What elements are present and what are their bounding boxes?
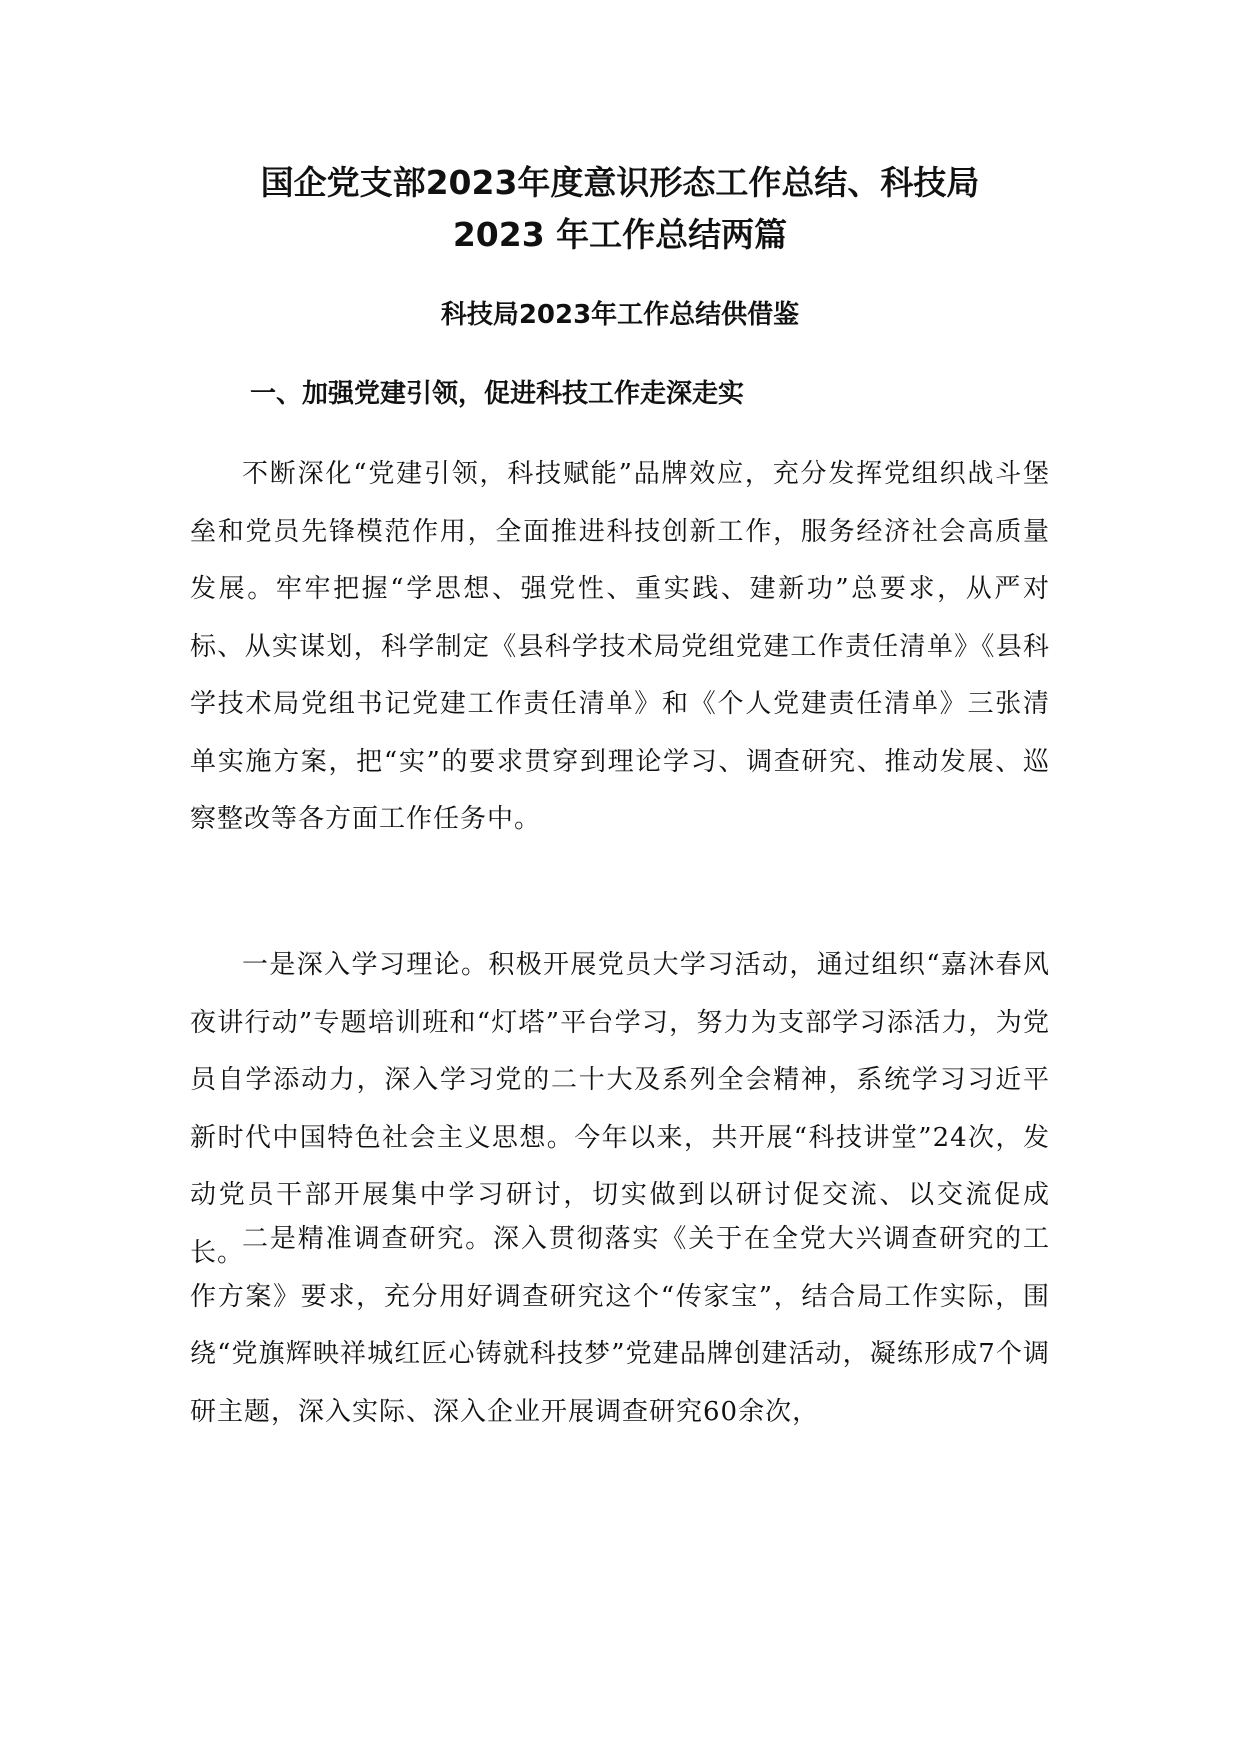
body-paragraph: 一是深入学习理论。积极开展党员大学习活动，通过组织“嘉沐春风夜讲行动”专题培训班和“灯塔”平台学习，努力为支部学习添活力，为党员自学添动力，深入学习党的二十大及系列全会精神，系统学习习近平新时代中国特色社会主义思想。今年以来，共开展“科技讲堂”24次，发动党员干部开展集中学习研讨，切实做到以研讨促交流、以交流促成长。 [190,950,1050,1268]
document-subtitle: 科技局2023年工作总结供借鉴 [440,300,800,330]
section-heading-1: 一、加强党建引领，促进科技工作走深走实 [250,379,745,409]
body-paragraph: 不断深化“党建引领，科技赋能”品牌效应，充分发挥党组织战斗堡垒和党员先锋模范作用，全面推进科技创新工作，服务经济社会高质量发展。牢牢把握“学思想、强党性、重实践、建新功”总要求，从严对标、从实谋划，科学制定《县科学技术局党组党建工作责任清单》《县科学技术局党组书记党建工作责任清单》和《个人党建责任清单》三张清单实施方案，把“实”的要求贯穿到理论学习、调查研究、推动发展、巡察整改等各方面工作任务中。 [190,459,1050,834]
document-title-line-1: 国企党支部2023年度意识形态工作总结、科技局 [260,163,980,202]
document-title-line-2: 2023 年工作总结两篇 [452,215,788,254]
body-paragraph: 二是精准调查研究。深入贯彻落实《关于在全党大兴调查研究的工作方案》要求，充分用好调查研究这个“传家宝”，结合局工作实际，围绕“党旗辉映祥城红匠心铸就科技梦”党建品牌创建活动，凝练形成7个调研主题，深入实际、深入企业开展调查研究60余次， [190,1224,1050,1427]
